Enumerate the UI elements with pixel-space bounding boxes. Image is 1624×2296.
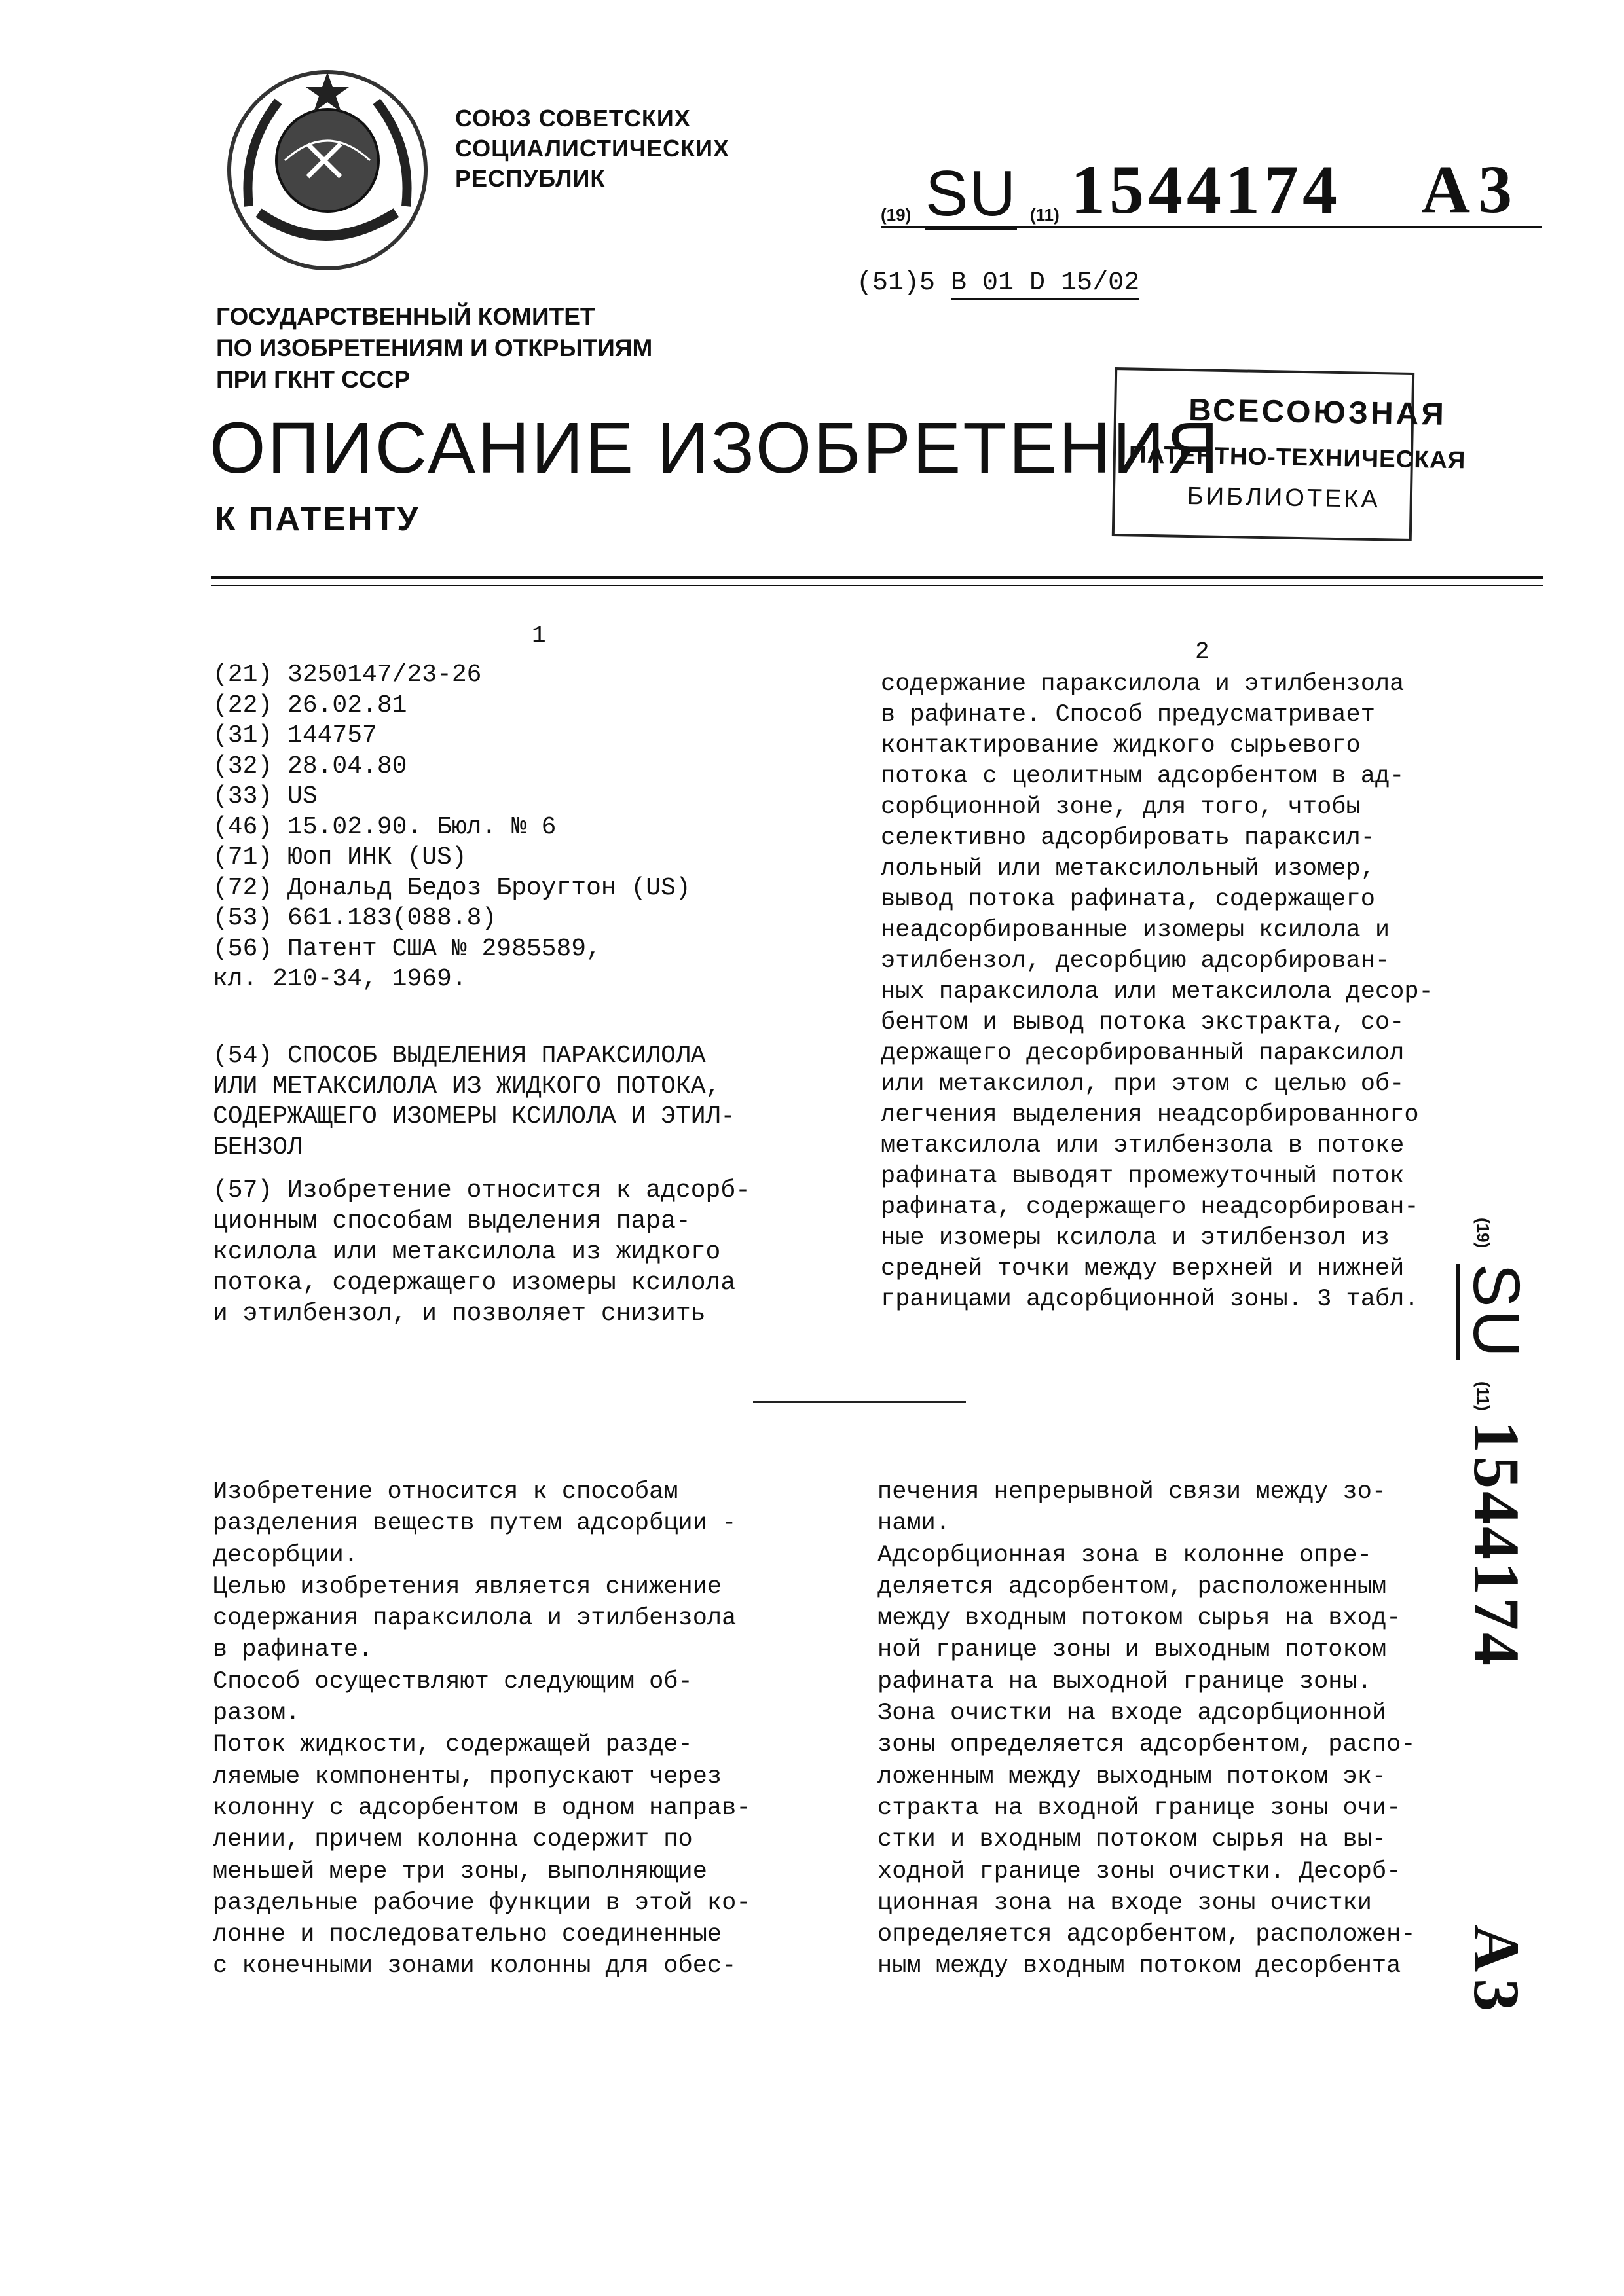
abstract-line: вывод потока рафината, содержащего bbox=[881, 884, 1536, 915]
bibliographic-data bbox=[213, 660, 855, 995]
body-line: с конечными зонами колонны для обес- bbox=[213, 1950, 861, 1982]
abstract-line: лольный или метаксилольный изомер, bbox=[881, 854, 1536, 884]
body-line: печения непрерывной связи между зо- bbox=[877, 1476, 1532, 1508]
biblio-row: кл. 210-34, 1969. bbox=[213, 964, 855, 995]
stamp-line: ПАТЕНТНО-ТЕХНИЧЕСКАЯ bbox=[1129, 441, 1466, 474]
union-line: РЕСПУБЛИК bbox=[455, 164, 729, 194]
body-line: стки и входным потоком сырья на вы- bbox=[877, 1824, 1532, 1855]
body-line: рафината на выходной границе зоны. bbox=[877, 1666, 1532, 1698]
section-divider bbox=[753, 1401, 966, 1403]
body-line: десорбции. bbox=[213, 1540, 861, 1571]
body-line: Целью изобретения является снижение bbox=[213, 1571, 861, 1603]
abstract-line: легчения выделения неадсорбированного bbox=[881, 1100, 1536, 1131]
body-line: в рафинате. bbox=[213, 1634, 861, 1666]
inid-code-19: (19) bbox=[881, 205, 911, 225]
abstract-line: или метаксилол, при этом с целью об- bbox=[881, 1069, 1536, 1100]
body-line: раздельные рабочие функции в этой ко- bbox=[213, 1887, 861, 1919]
committee-line: ПРИ ГКНТ СССР bbox=[216, 364, 652, 395]
body-line: меньшей мере три зоны, выполняющие bbox=[213, 1856, 861, 1887]
abstract-line: ные изомеры ксилола и этилбензол из bbox=[881, 1223, 1536, 1254]
ussr-emblem bbox=[219, 62, 435, 278]
invention-title bbox=[213, 1041, 855, 1163]
abstract-line: в рафинате. Способ предусматривает bbox=[881, 700, 1536, 731]
side-inid-code-11: (11) bbox=[1473, 1381, 1493, 1411]
body-line: ходной границе зоны очистки. Десорб- bbox=[877, 1856, 1532, 1887]
biblio-row: (71) Юоп ИНК (US) bbox=[213, 843, 855, 873]
union-line: СОЦИАЛИСТИЧЕСКИХ bbox=[455, 134, 729, 164]
abstract-line: держащего десорбированный параксилол bbox=[881, 1038, 1536, 1069]
body-line: разделения веществ путем адсорбции - bbox=[213, 1508, 861, 1539]
biblio-row: (22) 26.02.81 bbox=[213, 691, 855, 721]
document-subtitle: К ПАТЕНТУ bbox=[215, 500, 420, 539]
abstract-line: селективно адсорбировать параксил- bbox=[881, 823, 1536, 854]
column-number-right: 2 bbox=[1195, 638, 1209, 665]
side-patent-stamp bbox=[1454, 1218, 1532, 2108]
body-line: Поток жидкости, содержащей разде- bbox=[213, 1729, 861, 1760]
body-text-left bbox=[213, 1476, 861, 1982]
abstract-line: неадсорбированные изомеры ксилола и bbox=[881, 915, 1536, 946]
body-line: ляемые компоненты, пропускают через bbox=[213, 1761, 861, 1793]
abstract-line: этилбензол, десорбцию адсорбирован- bbox=[881, 946, 1536, 977]
abstract-line: контактирование жидкого сырьевого bbox=[881, 731, 1536, 761]
body-line: нами. bbox=[877, 1508, 1532, 1539]
stamp-line: ВСЕСОЮЗНАЯ bbox=[1189, 392, 1447, 433]
inid-code-11: (11) bbox=[1030, 205, 1060, 225]
abstract-right bbox=[881, 669, 1536, 1315]
biblio-row: (72) Дональд Бедоз Броугтон (US) bbox=[213, 873, 855, 904]
body-text-right bbox=[877, 1476, 1532, 1982]
body-line: Зона очистки на входе адсорбционной bbox=[877, 1698, 1532, 1729]
ipc-prefix: (51)5 bbox=[857, 268, 951, 298]
body-line: ложенным между выходным потоком эк- bbox=[877, 1761, 1532, 1793]
abstract-line: ционным способам выделения пара- bbox=[213, 1206, 802, 1237]
biblio-row: (46) 15.02.90. Бюл. № 6 bbox=[213, 812, 855, 843]
header-rule-thin bbox=[211, 585, 1543, 586]
body-line: разом. bbox=[213, 1698, 861, 1729]
ussr-emblem-drawing bbox=[219, 62, 435, 278]
body-line: лении, причем колонна содержит по bbox=[213, 1824, 861, 1855]
body-line: Изобретение относится к способам bbox=[213, 1476, 861, 1508]
body-line: лонне и последовательно соединенные bbox=[213, 1919, 861, 1950]
abstract-line: бентом и вывод потока экстракта, со- bbox=[881, 1008, 1536, 1038]
body-line: зоны определяется адсорбентом, распо- bbox=[877, 1729, 1532, 1760]
side-country-code: SU bbox=[1456, 1264, 1532, 1360]
committee-line: ГОСУДАРСТВЕННЫЙ КОМИТЕТ bbox=[216, 301, 652, 333]
body-line: ной границе зоны и выходным потоком bbox=[877, 1634, 1532, 1666]
abstract-line: метаксилола или этилбензола в потоке bbox=[881, 1131, 1536, 1161]
body-line: ционная зона на входе зоны очистки bbox=[877, 1887, 1532, 1919]
union-name bbox=[455, 103, 729, 194]
abstract-line: содержание параксилола и этилбензола bbox=[881, 669, 1536, 700]
invention-title-line: (54) СПОСОБ ВЫДЕЛЕНИЯ ПАРАКСИЛОЛА bbox=[213, 1041, 855, 1072]
abstract-line: потока с цеолитным адсорбентом в ад- bbox=[881, 761, 1536, 792]
side-kind-code: A3 bbox=[1460, 1925, 1532, 2018]
body-line: колонну с адсорбентом в одном направ- bbox=[213, 1793, 861, 1824]
union-line: СОЮЗ СОВЕТСКИХ bbox=[455, 103, 729, 134]
abstract-line: (57) Изобретение относится к адсорб- bbox=[213, 1175, 802, 1206]
invention-title-line: БЕНЗОЛ bbox=[213, 1133, 855, 1163]
invention-title-line: ИЛИ МЕТАКСИЛОЛА ИЗ ЖИДКОГО ПОТОКА, bbox=[213, 1072, 855, 1102]
patent-number: 1544174 bbox=[1071, 154, 1341, 226]
body-line: между входным потоком сырья на вход- bbox=[877, 1603, 1532, 1634]
body-line: Способ осуществляют следующим об- bbox=[213, 1666, 861, 1698]
abstract-line: ксилола или метаксилола из жидкого bbox=[213, 1237, 802, 1267]
ipc-code: B 01 D 15/02 bbox=[951, 268, 1139, 300]
stamp-line: БИБЛИОТЕКА bbox=[1187, 483, 1380, 514]
body-line: Адсорбционная зона в колонне опре- bbox=[877, 1540, 1532, 1571]
column-number-left: 1 bbox=[532, 622, 546, 649]
body-line: определяется адсорбентом, расположен- bbox=[877, 1919, 1532, 1950]
side-inid-code-19: (19) bbox=[1473, 1218, 1493, 1248]
state-committee bbox=[216, 301, 652, 395]
biblio-row: (53) 661.183(088.8) bbox=[213, 903, 855, 934]
biblio-row: (31) 144757 bbox=[213, 721, 855, 752]
ipc-classification bbox=[857, 268, 1139, 298]
body-line: стракта на входной границе зоны очи- bbox=[877, 1793, 1532, 1824]
abstract-line: потока, содержащего изомеры ксилола bbox=[213, 1267, 802, 1298]
abstract-line: сорбционной зоне, для того, чтобы bbox=[881, 792, 1536, 823]
body-line: ным между входным потоком десорбента bbox=[877, 1950, 1532, 1982]
invention-title-line: СОДЕРЖАЩЕГО ИЗОМЕРЫ КСИЛОЛА И ЭТИЛ- bbox=[213, 1102, 855, 1133]
biblio-row: (56) Патент США № 2985589, bbox=[213, 934, 855, 965]
body-line: деляется адсорбентом, расположенным bbox=[877, 1571, 1532, 1603]
biblio-row: (32) 28.04.80 bbox=[213, 752, 855, 782]
abstract-left bbox=[213, 1175, 802, 1329]
abstract-line: рафината выводят промежуточный поток bbox=[881, 1161, 1536, 1192]
committee-line: ПО ИЗОБРЕТЕНИЯМ И ОТКРЫТИЯМ bbox=[216, 333, 652, 364]
biblio-row: (33) US bbox=[213, 782, 855, 812]
country-code: SU bbox=[925, 160, 1017, 230]
body-line: содержания параксилола и этилбензола bbox=[213, 1603, 861, 1634]
abstract-line: ных параксилола или метаксилола десор- bbox=[881, 977, 1536, 1008]
abstract-line: средней точки между верхней и нижней bbox=[881, 1254, 1536, 1285]
abstract-line: рафината, содержащего неадсорбирован- bbox=[881, 1192, 1536, 1223]
side-patent-number: 1544174 bbox=[1460, 1421, 1532, 1668]
kind-code: A3 bbox=[1421, 154, 1520, 226]
abstract-line: и этилбензол, и позволяет снизить bbox=[213, 1298, 802, 1329]
biblio-row: (21) 3250147/23-26 bbox=[213, 660, 855, 691]
patent-number-block bbox=[881, 147, 1542, 228]
abstract-line: границами адсорбционной зоны. 3 табл. bbox=[881, 1285, 1536, 1315]
library-stamp bbox=[1112, 367, 1414, 541]
document-title: ОПИСАНИЕ ИЗОБРЕТЕНИЯ bbox=[210, 409, 1221, 488]
header-rule-thick bbox=[211, 576, 1543, 579]
